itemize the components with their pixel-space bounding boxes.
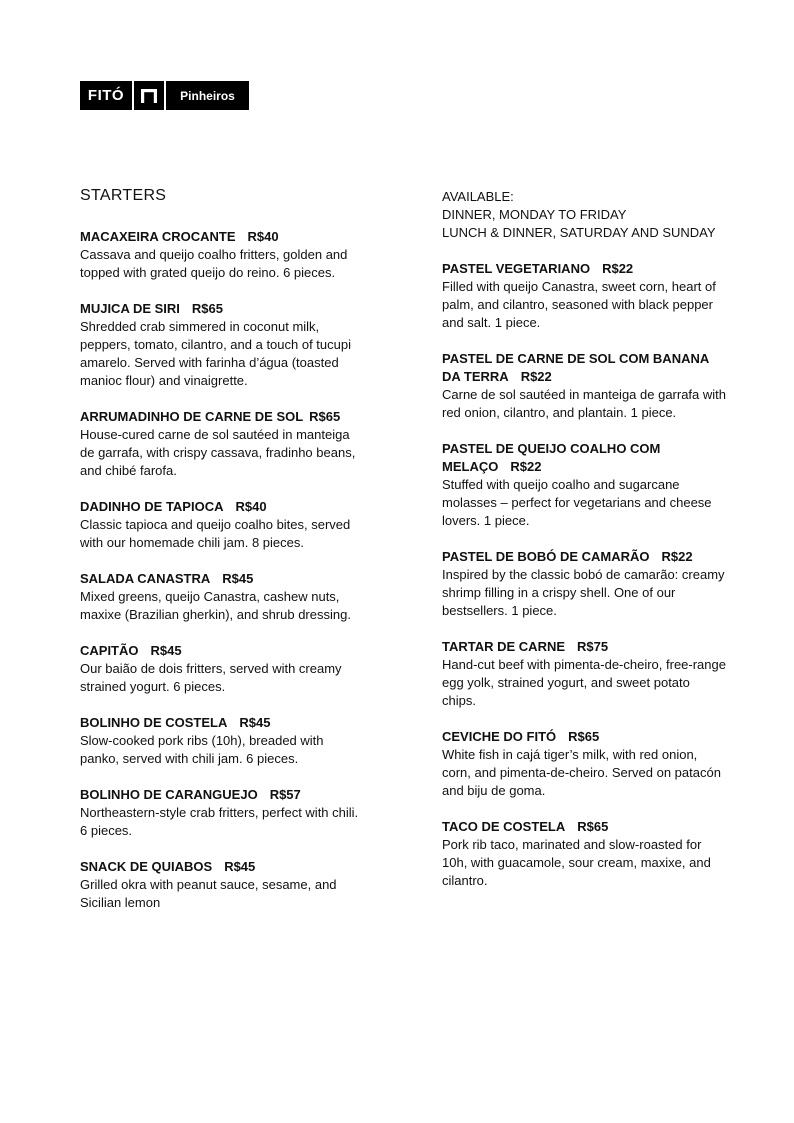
item-description: Stuffed with queijo coalho and sugarcane molasses – perfect for vegetarians and cheese lovers. 1 piece. [442, 477, 712, 528]
availability-note [442, 188, 727, 242]
item-description: House-cured carne de sol sautéed in manteiga de garrafa, with crispy cassava, fradinho beans, and chibé farofa. [80, 427, 356, 478]
item-name: SALADA CANASTRA [80, 571, 211, 586]
item-name: PASTEL DE CARNE DE SOL COM BANANA DA TERRA [442, 351, 709, 384]
availability-line: LUNCH & DINNER, SATURDAY AND SUNDAY [442, 225, 716, 240]
item-name: PASTEL DE BOBÓ DE CAMARÃO [442, 549, 650, 564]
item-name: ARRUMADINHO DE CARNE DE SOL [80, 409, 304, 424]
item-description: Shredded crab simmered in coconut milk, peppers, tomato, cilantro, and a touch of tucupi amarelo. Served with farinha d’água (toasted manioc flour) and vinaigrette. [80, 319, 352, 388]
item-name-line [80, 300, 365, 318]
item-price: R$65 [191, 301, 223, 316]
menu-item [80, 408, 365, 480]
item-description: Slow-cooked pork ribs (10h), breaded with panko, served with chili jam. 6 pieces. [80, 733, 324, 766]
menu-item [442, 638, 727, 710]
item-price: R$40 [247, 229, 279, 244]
menu-item [80, 714, 365, 768]
item-description: Carne de sol sautéed in manteiga de garrafa with red onion, cilantro, and plantain. 1 piece. [442, 387, 727, 420]
item-price: R$65 [309, 409, 341, 424]
item-description: Our baião de dois fritters, served with creamy strained yogurt. 6 pieces. [80, 661, 342, 694]
starters-column [80, 187, 365, 930]
menu-item [442, 350, 727, 422]
item-name-line [442, 350, 727, 386]
item-name-line [442, 548, 727, 566]
item-name-line [80, 570, 365, 588]
item-price: R$45 [224, 859, 256, 874]
item-name-line [80, 714, 365, 732]
availability-line: DINNER, MONDAY TO FRIDAY [442, 207, 627, 222]
item-description: Pork rib taco, marinated and slow-roasted for 10h, with guacamole, sour cream, maxixe, and cilantro. [442, 837, 711, 888]
item-description: White fish in cajá tiger’s milk, with red onion, corn, and pimenta-de-cheiro. Served on patacón and biju de goma. [442, 747, 721, 798]
item-name: MACAXEIRA CROCANTE [80, 229, 236, 244]
menu-item [442, 548, 727, 620]
item-name: BOLINHO DE CARANGUEJO [80, 787, 258, 802]
item-description: Filled with queijo Canastra, sweet corn, heart of palm, and cilantro, seasoned with black pepper and salt. 1 piece. [442, 279, 716, 330]
item-description: Hand-cut beef with pimenta-de-cheiro, free-range egg yolk, strained yogurt, and sweet potato chips. [442, 657, 726, 708]
item-name-line [80, 858, 365, 876]
item-price: R$22 [510, 459, 542, 474]
menu-item [442, 818, 727, 890]
item-name: CEVICHE DO FITÓ [442, 729, 557, 744]
location-label: Pinheiros [166, 81, 249, 110]
item-name-line [442, 260, 727, 278]
item-description: Northeastern-style crab fritters, perfect with chili. 6 pieces. [80, 805, 359, 838]
menu-item [442, 728, 727, 800]
item-price: R$45 [150, 643, 182, 658]
item-name-line [442, 728, 727, 746]
menu-item [80, 642, 365, 696]
item-description: Cassava and queijo coalho fritters, golden and topped with grated queijo do reino. 6 pieces. [80, 247, 348, 280]
item-name: MUJICA DE SIRI [80, 301, 180, 316]
menu-item [80, 570, 365, 624]
item-price: R$75 [577, 639, 609, 654]
pastel-column [442, 188, 727, 908]
item-price: R$45 [222, 571, 254, 586]
availability-label: AVAILABLE: [442, 189, 514, 204]
brand-name: FITÓ [80, 81, 132, 110]
item-price: R$22 [661, 549, 693, 564]
item-price: R$57 [269, 787, 301, 802]
item-name: PASTEL DE QUEIJO COALHO COM MELAÇO [442, 441, 661, 474]
item-name: PASTEL VEGETARIANO [442, 261, 591, 276]
item-price: R$22 [520, 369, 552, 384]
item-name-line [442, 818, 727, 836]
section-title: STARTERS [80, 187, 167, 204]
item-name-line [442, 440, 727, 476]
item-name: TARTAR DE CARNE [442, 639, 566, 654]
item-price: R$40 [235, 499, 267, 514]
menu-item [80, 228, 365, 282]
menu-item [80, 498, 365, 552]
item-name-line [80, 786, 365, 804]
table-icon [134, 81, 164, 110]
item-price: R$22 [602, 261, 634, 276]
item-name: BOLINHO DE COSTELA [80, 715, 228, 730]
item-name: DADINHO DE TAPIOCA [80, 499, 224, 514]
item-name-line [442, 638, 727, 656]
menu-item [80, 858, 365, 912]
item-name-line [80, 228, 365, 246]
item-description: Mixed greens, queijo Canastra, cashew nuts, maxixe (Brazilian gherkin), and shrub dressing. [80, 589, 351, 622]
menu-item [442, 260, 727, 332]
item-description: Classic tapioca and queijo coalho bites, served with our homemade chili jam. 8 pieces. [80, 517, 351, 550]
item-name-line [80, 498, 365, 516]
menu-item [442, 440, 727, 530]
brand-logo [80, 81, 249, 110]
item-price: R$45 [239, 715, 271, 730]
item-description: Grilled okra with peanut sauce, sesame, and Sicilian lemon [80, 877, 337, 910]
item-name: TACO DE COSTELA [442, 819, 566, 834]
item-price: R$65 [568, 729, 600, 744]
item-name-line [80, 642, 365, 660]
item-name: SNACK DE QUIABOS [80, 859, 213, 874]
item-price: R$65 [577, 819, 609, 834]
item-name-line [80, 408, 365, 426]
item-description: Inspired by the classic bobó de camarão: creamy shrimp filling in a crispy shell. One of our bestsellers. 1 piece. [442, 567, 725, 618]
menu-item [80, 300, 365, 390]
item-name: CAPITÃO [80, 643, 139, 658]
menu-item [80, 786, 365, 840]
